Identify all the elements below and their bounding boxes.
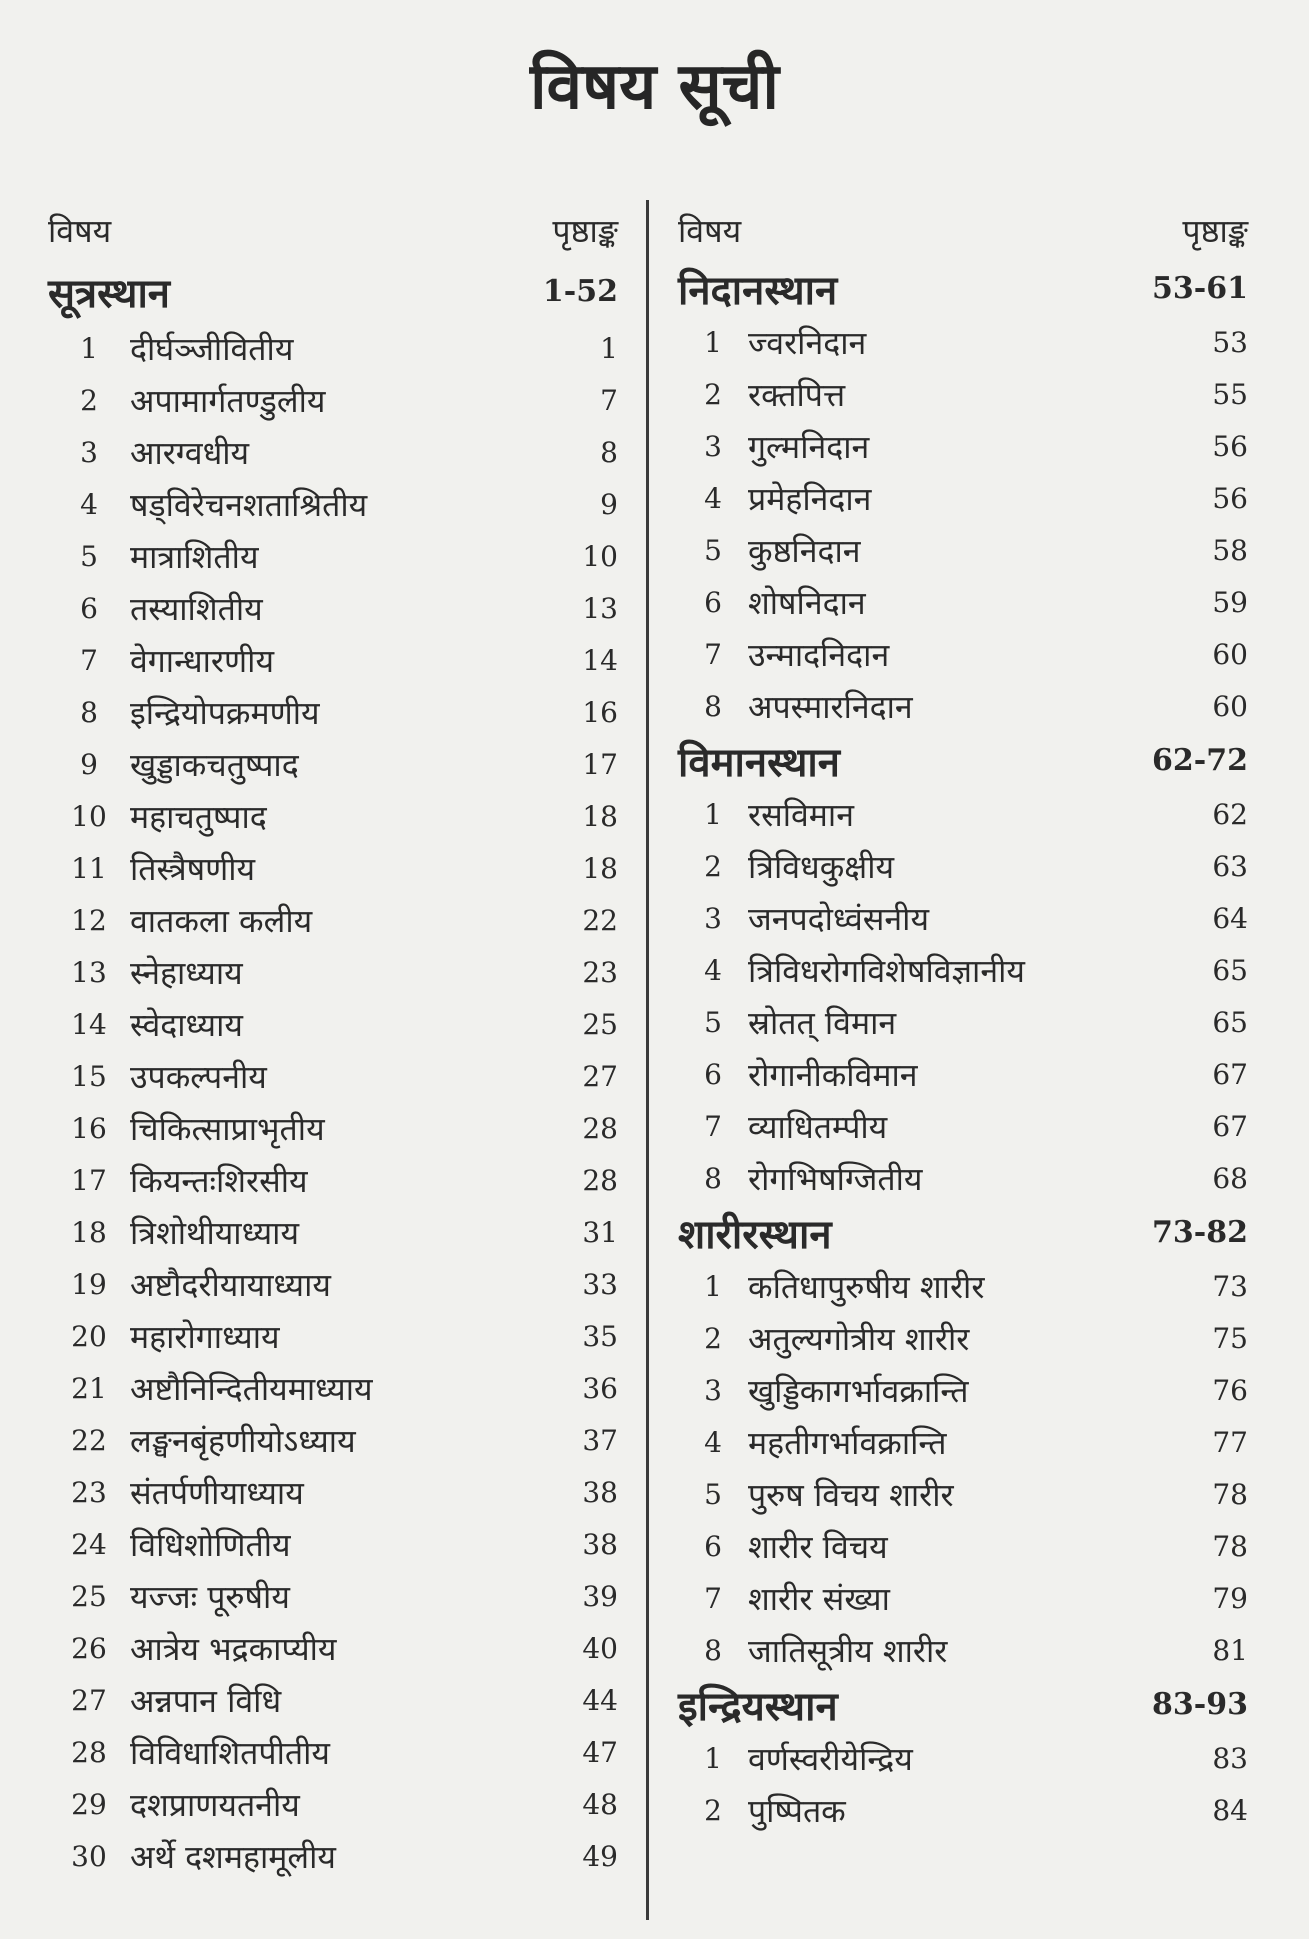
page-number: 49 — [582, 1839, 618, 1873]
toc-row — [48, 738, 618, 790]
page-number: 84 — [1212, 1793, 1248, 1827]
toc-row — [678, 840, 1248, 892]
chapter-number: 1 — [80, 331, 98, 365]
chapter-number: 11 — [71, 851, 107, 885]
chapter-title: अपस्मारनिदान — [748, 687, 913, 726]
chapter-title: तस्याशितीय — [130, 589, 263, 628]
chapter-number: 14 — [71, 1007, 107, 1041]
section-page-range: 53-61 — [1152, 270, 1248, 306]
page-number: 38 — [582, 1527, 618, 1561]
page-number: 48 — [582, 1787, 618, 1821]
section-name: इन्द्रियस्थान — [678, 1682, 838, 1730]
page-number: 25 — [582, 1007, 618, 1041]
chapter-number: 6 — [704, 585, 722, 619]
chapter-title: षड्विरेचनशताश्रितीय — [130, 485, 368, 524]
page-number: 78 — [1212, 1529, 1248, 1563]
page-number: 18 — [582, 799, 618, 833]
page-number: 27 — [582, 1059, 618, 1093]
column-divider — [646, 200, 649, 1920]
page-number: 35 — [582, 1319, 618, 1353]
page-number: 59 — [1212, 585, 1248, 619]
toc-row — [48, 582, 618, 634]
toc-row — [48, 634, 618, 686]
chapter-title: वर्णस्वरीयेन्द्रिय — [748, 1739, 913, 1778]
page-number: 56 — [1212, 429, 1248, 463]
chapter-number: 28 — [71, 1735, 107, 1769]
chapter-title: विधिशोणितीय — [130, 1525, 291, 1564]
left-column — [48, 200, 618, 1882]
toc-row — [48, 1726, 618, 1778]
chapter-number: 6 — [80, 591, 98, 625]
column-header — [678, 200, 1248, 260]
chapter-title: दीर्घञ्जीवितीय — [130, 329, 294, 368]
toc-row — [48, 322, 618, 374]
chapter-number: 2 — [80, 383, 98, 417]
toc-row — [48, 1102, 618, 1154]
chapter-number: 22 — [71, 1423, 107, 1457]
chapter-title: स्नेहाध्याय — [130, 953, 243, 992]
toc-row — [678, 996, 1248, 1048]
toc-row — [48, 1310, 618, 1362]
section-name: विमानस्थान — [678, 738, 840, 786]
page-number: 60 — [1212, 689, 1248, 723]
chapter-title: संतर्पणीयाध्याय — [130, 1473, 304, 1512]
chapter-title: यज्जः पूरुषीय — [130, 1577, 290, 1616]
chapter-number: 4 — [704, 1425, 722, 1459]
chapter-number: 5 — [80, 539, 98, 573]
page-number: 16 — [582, 695, 618, 729]
toc-row — [48, 1674, 618, 1726]
chapter-number: 2 — [704, 849, 722, 883]
toc-row — [678, 1468, 1248, 1520]
toc-row — [48, 478, 618, 530]
chapter-number: 7 — [704, 637, 722, 671]
chapter-number: 12 — [71, 903, 107, 937]
chapter-title: रोगानीकविमान — [748, 1055, 918, 1094]
section-heading — [678, 1676, 1248, 1732]
chapter-title: विविधाशितपीतीय — [130, 1733, 330, 1772]
chapter-number: 5 — [704, 533, 722, 567]
chapter-number: 4 — [80, 487, 98, 521]
page-number: 77 — [1212, 1425, 1248, 1459]
toc-row — [678, 524, 1248, 576]
toc-row — [678, 1520, 1248, 1572]
chapter-title: शोषनिदान — [748, 583, 866, 622]
toc-row — [678, 680, 1248, 732]
toc-row — [48, 1570, 618, 1622]
page-title: विषय सूची — [529, 49, 780, 124]
chapter-title: दशप्राणयतनीय — [130, 1785, 300, 1824]
chapter-number: 25 — [71, 1579, 107, 1613]
chapter-number: 8 — [704, 689, 722, 723]
chapter-title: ज्वरनिदान — [748, 323, 867, 362]
chapter-title: महाचतुष्पाद — [130, 797, 267, 836]
chapter-title: कुष्ठनिदान — [748, 531, 861, 570]
chapter-title: पुरुष विचय शारीर — [748, 1475, 954, 1514]
chapter-title: इन्द्रियोपक्रमणीय — [130, 693, 320, 732]
section-page-range: 83-93 — [1152, 1686, 1248, 1722]
page-number: 56 — [1212, 481, 1248, 515]
page-number: 58 — [1212, 533, 1248, 567]
page-number: 68 — [1212, 1161, 1248, 1195]
chapter-title: व्याधितम्पीय — [748, 1107, 888, 1146]
toc-row — [48, 530, 618, 582]
section-name: सूत्रस्थान — [48, 269, 170, 317]
chapter-title: चिकित्साप्राभृतीय — [130, 1109, 325, 1148]
page-number: 76 — [1212, 1373, 1248, 1407]
page-header: पृष्ठाङ्क — [552, 211, 618, 250]
chapter-number: 3 — [704, 901, 722, 935]
page-number: 75 — [1212, 1321, 1248, 1355]
page-number: 1 — [600, 331, 618, 365]
toc-row — [48, 1362, 618, 1414]
page-number: 79 — [1212, 1581, 1248, 1615]
toc-row — [678, 1572, 1248, 1624]
chapter-title: कियन्तःशिरसीय — [130, 1161, 308, 1200]
chapter-number: 2 — [704, 377, 722, 411]
chapter-number: 23 — [71, 1475, 107, 1509]
chapter-number: 3 — [704, 429, 722, 463]
section-heading — [678, 732, 1248, 788]
chapter-number: 29 — [71, 1787, 107, 1821]
section-name: निदानस्थान — [678, 266, 838, 314]
chapter-number: 20 — [71, 1319, 107, 1353]
toc-row — [678, 1732, 1248, 1784]
chapter-number: 9 — [80, 747, 98, 781]
page-number: 55 — [1212, 377, 1248, 411]
toc-row — [678, 576, 1248, 628]
toc-row — [48, 426, 618, 478]
toc-row — [48, 842, 618, 894]
toc-row — [48, 946, 618, 998]
toc-row — [678, 1624, 1248, 1676]
page-number: 65 — [1212, 953, 1248, 987]
page-number: 38 — [582, 1475, 618, 1509]
toc-row — [678, 1260, 1248, 1312]
chapter-number: 7 — [704, 1109, 722, 1143]
chapter-title: अष्टौदरीयायाध्याय — [130, 1265, 331, 1304]
chapter-title: अपामार्गतण्डुलीय — [130, 381, 326, 420]
toc-row — [48, 686, 618, 738]
chapter-number: 6 — [704, 1057, 722, 1091]
toc-row — [678, 1100, 1248, 1152]
chapter-title: आत्रेय भद्रकाप्यीय — [130, 1629, 337, 1668]
chapter-title: शारीर विचय — [748, 1527, 888, 1566]
chapter-title: उन्मादनिदान — [748, 635, 890, 674]
page-number: 17 — [582, 747, 618, 781]
toc-row — [48, 894, 618, 946]
toc-row — [48, 1050, 618, 1102]
chapter-title: त्रिविधरोगविशेषविज्ञानीय — [748, 951, 1025, 990]
page-number: 39 — [582, 1579, 618, 1613]
column-header — [48, 200, 618, 260]
page-number: 33 — [582, 1267, 618, 1301]
chapter-number: 7 — [80, 643, 98, 677]
chapter-title: मात्राशितीय — [130, 537, 259, 576]
page-number: 28 — [582, 1163, 618, 1197]
page-number: 63 — [1212, 849, 1248, 883]
toc-row — [48, 1466, 618, 1518]
chapter-number: 27 — [71, 1683, 107, 1717]
chapter-number: 2 — [704, 1321, 722, 1355]
chapter-title: रोगभिषग्जितीय — [748, 1159, 923, 1198]
page-number: 37 — [582, 1423, 618, 1457]
chapter-title: लङ्घनबृंहणीयोऽध्याय — [130, 1421, 356, 1460]
chapter-number: 4 — [704, 481, 722, 515]
page-number: 31 — [582, 1215, 618, 1249]
chapter-number: 1 — [704, 797, 722, 831]
chapter-number: 8 — [80, 695, 98, 729]
page-number: 65 — [1212, 1005, 1248, 1039]
chapter-number: 16 — [71, 1111, 107, 1145]
chapter-number: 3 — [704, 1373, 722, 1407]
toc-row — [678, 1048, 1248, 1100]
page-number: 64 — [1212, 901, 1248, 935]
toc-row — [678, 788, 1248, 840]
subject-header: विषय — [678, 211, 742, 250]
chapter-title: त्रिविधकुक्षीय — [748, 847, 895, 886]
page-number: 22 — [582, 903, 618, 937]
chapter-title: आरग्वधीय — [130, 433, 250, 472]
chapter-number: 26 — [71, 1631, 107, 1665]
chapter-number: 4 — [704, 953, 722, 987]
chapter-title: तिस्त्रैषणीय — [130, 849, 256, 888]
chapter-title: अतुल्यगोत्रीय शारीर — [748, 1319, 970, 1358]
toc-row — [48, 1830, 618, 1882]
chapter-title: त्रिशोथीयाध्याय — [130, 1213, 300, 1252]
chapter-number: 1 — [704, 1741, 722, 1775]
toc-row — [48, 998, 618, 1050]
left-section-list — [48, 260, 618, 1882]
chapter-number: 18 — [71, 1215, 107, 1249]
section-heading — [678, 260, 1248, 316]
chapter-title: अर्थे दशमहामूलीय — [130, 1837, 336, 1876]
chapter-number: 19 — [71, 1267, 107, 1301]
page-number: 73 — [1212, 1269, 1248, 1303]
chapter-number: 7 — [704, 1581, 722, 1615]
chapter-number: 15 — [71, 1059, 107, 1093]
chapter-title: उपकल्पनीय — [130, 1057, 267, 1096]
chapter-number: 8 — [704, 1161, 722, 1195]
page-number: 81 — [1212, 1633, 1248, 1667]
section-page-range: 73-82 — [1152, 1214, 1248, 1250]
chapter-number: 5 — [704, 1005, 722, 1039]
toc-row — [678, 1364, 1248, 1416]
chapter-title: वेगान्धारणीय — [130, 641, 275, 680]
toc-row — [678, 892, 1248, 944]
subject-header: विषय — [48, 211, 112, 250]
chapter-title: प्रमेहनिदान — [748, 479, 872, 518]
page-number: 62 — [1212, 797, 1248, 831]
chapter-title: जातिसूत्रीय शारीर — [748, 1631, 948, 1670]
toc-row — [678, 1152, 1248, 1204]
chapter-number: 5 — [704, 1477, 722, 1511]
chapter-title: खुड्डाकचतुष्पाद — [130, 745, 299, 784]
page-number: 28 — [582, 1111, 618, 1145]
toc-row — [48, 1206, 618, 1258]
chapter-number: 24 — [71, 1527, 107, 1561]
toc-row — [48, 1258, 618, 1310]
chapter-title: स्रोतत् विमान — [748, 1003, 897, 1042]
chapter-number: 3 — [80, 435, 98, 469]
toc-row — [48, 1518, 618, 1570]
page-number: 9 — [600, 487, 618, 521]
section-name: शारीरस्थान — [678, 1210, 832, 1258]
chapter-number: 2 — [704, 1793, 722, 1827]
right-column — [678, 200, 1248, 1836]
chapter-number: 10 — [71, 799, 107, 833]
chapter-title: स्वेदाध्याय — [130, 1005, 243, 1044]
chapter-title: अष्टौनिन्दितीयमाध्याय — [130, 1369, 373, 1408]
chapter-number: 13 — [71, 955, 107, 989]
toc-row — [48, 1154, 618, 1206]
page-header: पृष्ठाङ्क — [1182, 211, 1248, 250]
chapter-title: जनपदोध्वंसनीय — [748, 899, 930, 938]
chapter-number: 6 — [704, 1529, 722, 1563]
page-number: 18 — [582, 851, 618, 885]
chapter-number: 1 — [704, 325, 722, 359]
chapter-number: 21 — [71, 1371, 107, 1405]
toc-row — [48, 1622, 618, 1674]
page-number: 23 — [582, 955, 618, 989]
section-heading — [678, 1204, 1248, 1260]
chapter-number: 30 — [71, 1839, 107, 1873]
toc-row — [48, 1414, 618, 1466]
toc-row — [678, 316, 1248, 368]
page-number: 60 — [1212, 637, 1248, 671]
chapter-title: रक्तपित्त — [748, 375, 846, 414]
toc-row — [48, 374, 618, 426]
chapter-title: कतिधापुरुषीय शारीर — [748, 1267, 985, 1306]
section-page-range: 1-52 — [542, 273, 618, 309]
chapter-title: महतीगर्भावक्रान्ति — [748, 1423, 947, 1462]
page-number: 44 — [582, 1683, 618, 1717]
page-number: 40 — [582, 1631, 618, 1665]
chapter-title: शारीर संख्या — [748, 1579, 890, 1618]
page-number: 36 — [582, 1371, 618, 1405]
toc-row — [678, 1784, 1248, 1836]
page-number: 10 — [582, 539, 618, 573]
page-number: 8 — [600, 435, 618, 469]
section-heading — [48, 260, 618, 322]
page-number: 67 — [1212, 1057, 1248, 1091]
chapter-title: रसविमान — [748, 795, 854, 834]
page-number: 78 — [1212, 1477, 1248, 1511]
chapter-title: अन्नपान विधि — [130, 1681, 282, 1720]
chapter-number: 1 — [704, 1269, 722, 1303]
page-number: 47 — [582, 1735, 618, 1769]
toc-row — [678, 1312, 1248, 1364]
toc-row — [678, 420, 1248, 472]
toc-row — [678, 368, 1248, 420]
page-number: 13 — [582, 591, 618, 625]
page-number: 14 — [582, 643, 618, 677]
section-page-range: 62-72 — [1152, 742, 1248, 778]
chapter-number: 17 — [71, 1163, 107, 1197]
page-number: 67 — [1212, 1109, 1248, 1143]
toc-row — [678, 1416, 1248, 1468]
toc-row — [48, 1778, 618, 1830]
chapter-title: वातकला कलीय — [130, 901, 313, 940]
page-number: 7 — [600, 383, 618, 417]
right-section-list — [678, 260, 1248, 1836]
page-number: 83 — [1212, 1741, 1248, 1775]
page-number: 53 — [1212, 325, 1248, 359]
toc-row — [678, 628, 1248, 680]
chapter-title: पुष्पितक — [748, 1791, 846, 1830]
toc-row — [678, 472, 1248, 524]
chapter-title: गुल्मनिदान — [748, 427, 870, 466]
chapter-title: महारोगाध्याय — [130, 1317, 280, 1356]
toc-row — [678, 944, 1248, 996]
chapter-title: खुड्डिकागर्भावक्रान्ति — [748, 1371, 969, 1410]
chapter-number: 8 — [704, 1633, 722, 1667]
toc-row — [48, 790, 618, 842]
